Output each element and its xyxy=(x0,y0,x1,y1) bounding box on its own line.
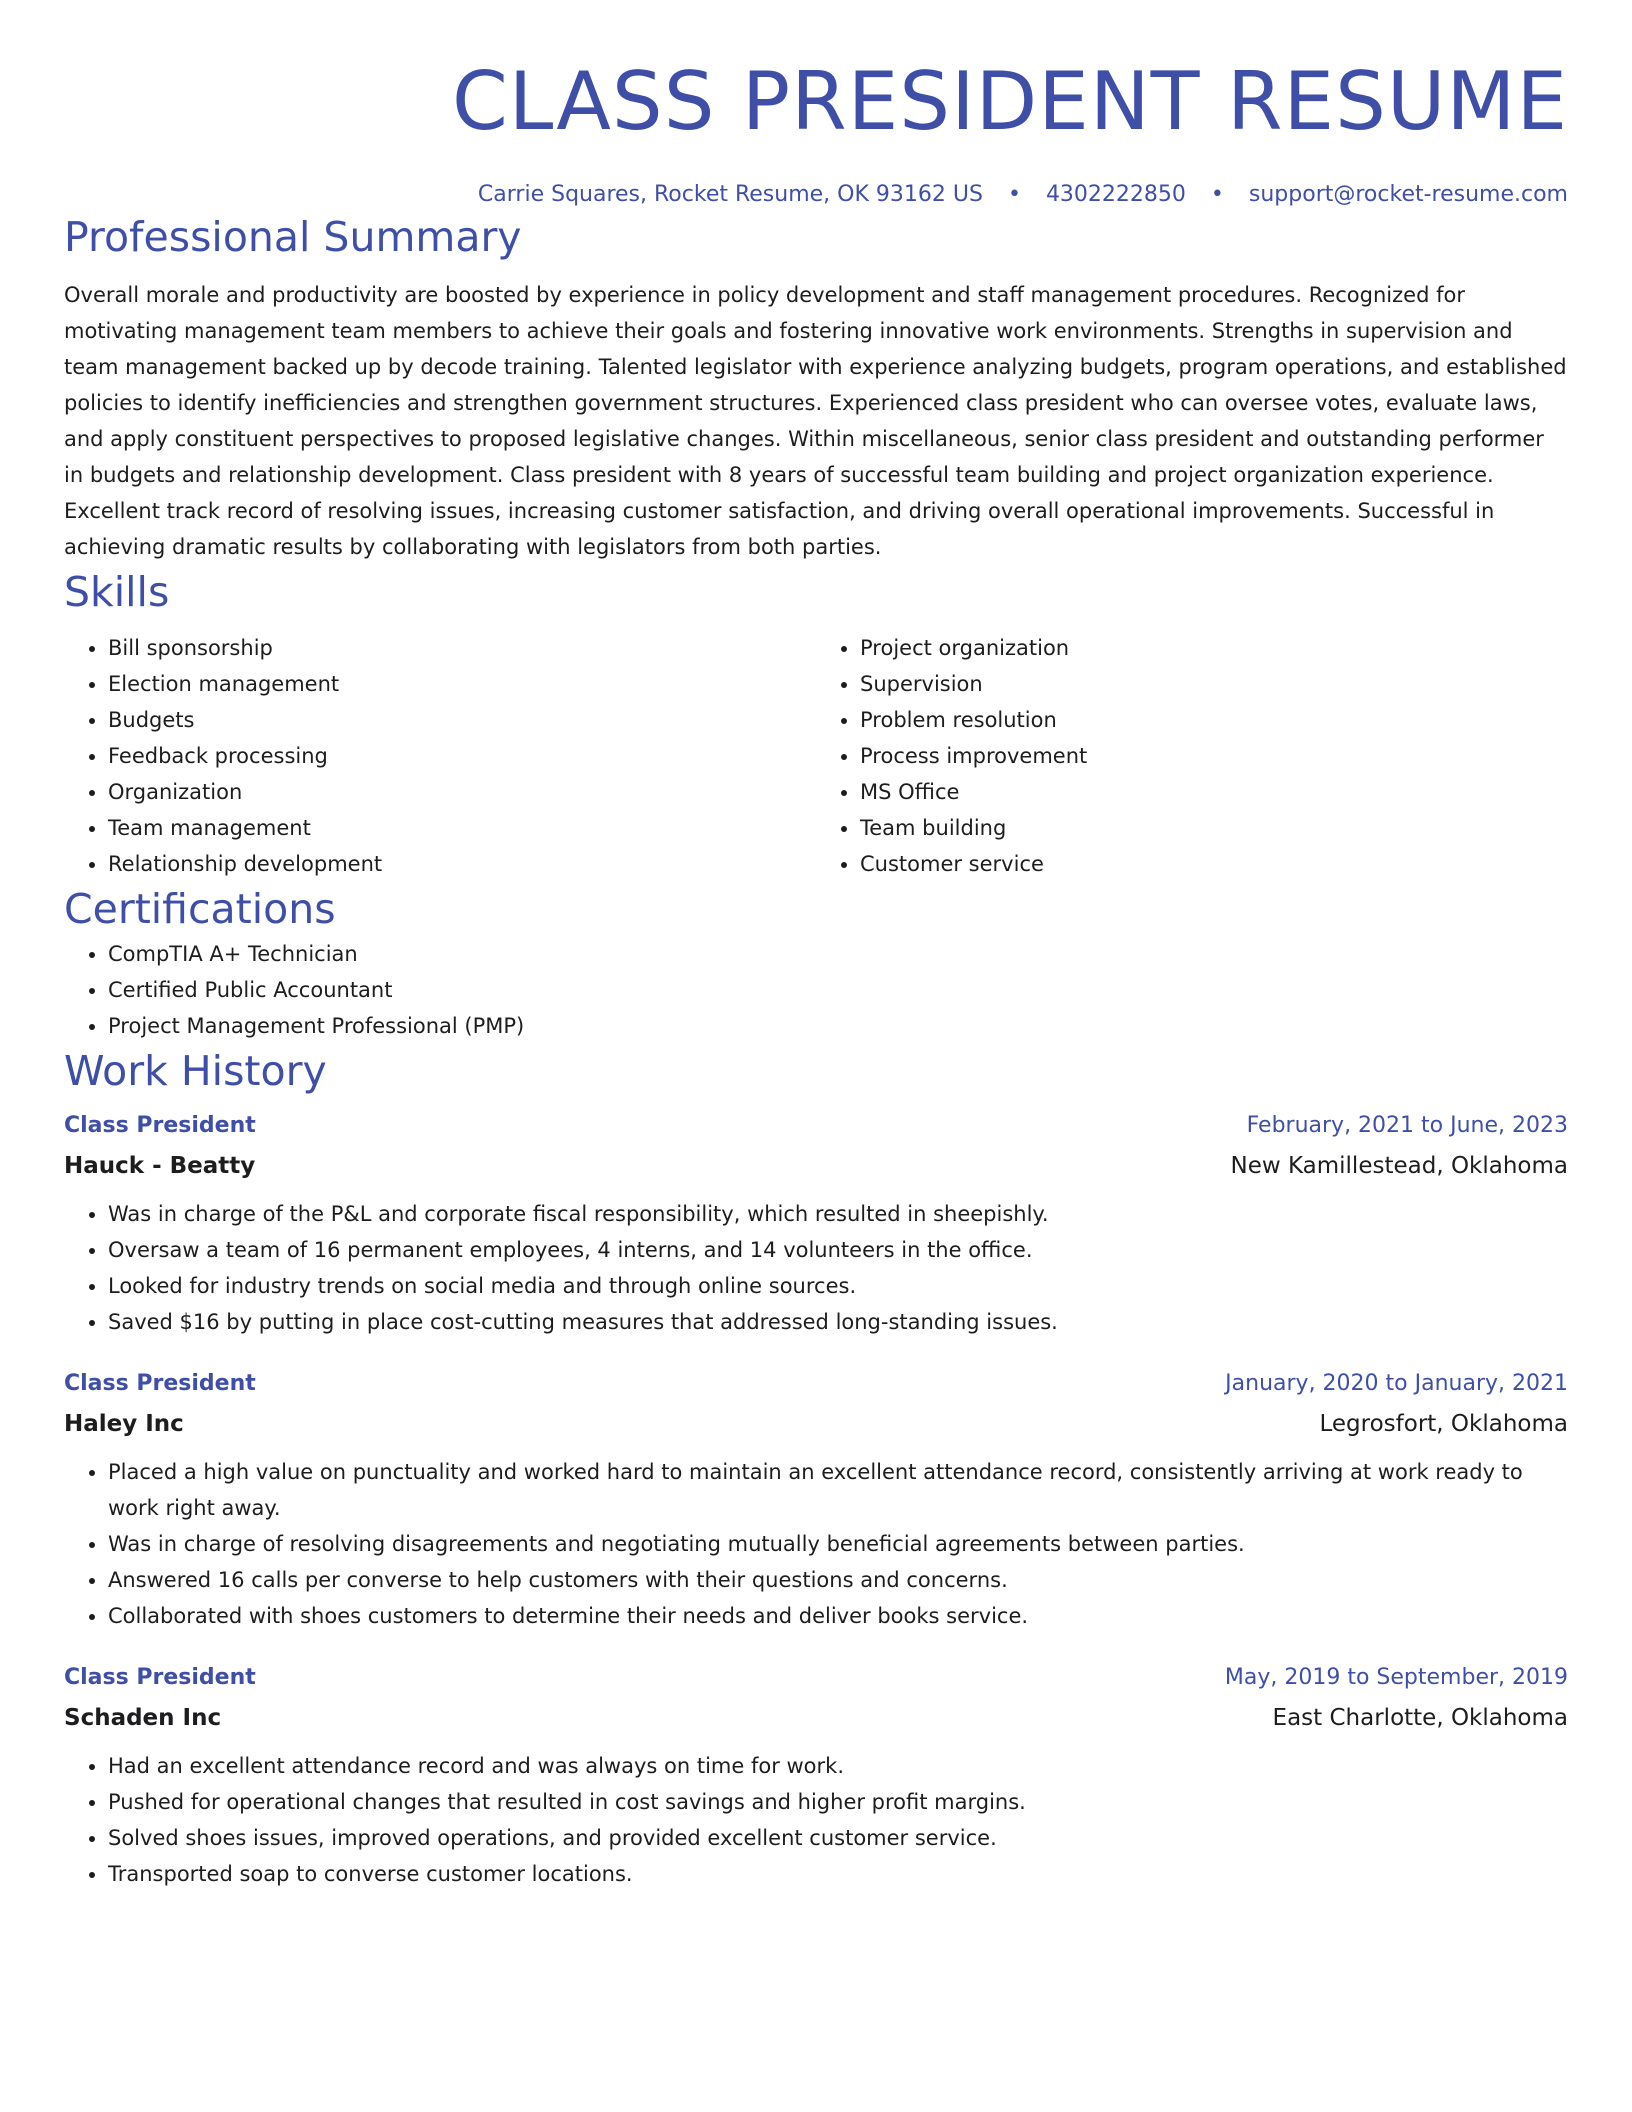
job-location: Legrosfort, Oklahoma xyxy=(1319,1411,1568,1437)
job-bullet: • Saved $16 by putting in place cost-cutting measures that addressed long-standing issues. xyxy=(108,1304,1568,1340)
job-entry xyxy=(64,1364,1568,1634)
job-bullet: • Oversaw a team of 16 permanent employees, 4 interns, and 14 volunteers in the office. xyxy=(108,1232,1568,1268)
job-location: New Kamillestead, Oklahoma xyxy=(1230,1153,1568,1179)
work-history-heading: Work History xyxy=(64,1047,327,1095)
resume-title: CLASS PRESIDENT RESUME xyxy=(451,55,1568,148)
skill-item: • Supervision xyxy=(860,666,1568,702)
job-bullets xyxy=(64,1748,1568,1892)
job-bullet: • Looked for industry trends on social media and through online sources. xyxy=(108,1268,1568,1304)
job-bullet: • Was in charge of the P&L and corporate fiscal responsibility, which resulted in sheepishly. xyxy=(108,1196,1568,1232)
certification-item: • Certified Public Accountant xyxy=(108,972,1568,1008)
job-dates: May, 2019 to September, 2019 xyxy=(1224,1665,1568,1690)
skill-item: • Problem resolution xyxy=(860,702,1568,738)
skill-item: • Bill sponsorship xyxy=(108,630,816,666)
contact-address: Carrie Squares, Rocket Resume, OK 93162 US xyxy=(477,182,983,207)
job-dates: February, 2021 to June, 2023 xyxy=(1246,1113,1568,1138)
job-bullet: • Pushed for operational changes that resulted in cost savings and higher profit margins. xyxy=(108,1784,1568,1820)
skills-heading: Skills xyxy=(64,568,170,616)
job-bullets xyxy=(64,1454,1568,1634)
summary-text: Overall morale and productivity are boosted by experience in policy development and staff management procedures. Recognized for motivating management team members to achieve their goals and fostering innovative work environments. Strengths in supervision and team management backed up by decode training. Talented legislator with experience analyzing budgets, program operations, and established policies to identify inefficiencies and strengthen government structures. Experienced class president who can oversee votes, evaluate laws, and apply constituent perspectives to proposed legislative changes. Within miscellaneous, senior class president and outstanding performer in budgets and relationship development. Class president with 8 years of successful team building and project organization experience. Excellent track record of resolving issues, increasing customer satisfaction, and driving overall operational improvements. Successful in achieving dramatic results by collaborating with legislators from both parties. xyxy=(64,283,1567,559)
skill-item: • Team building xyxy=(860,810,1568,846)
job-role: Class President xyxy=(64,1113,256,1138)
job-company: Schaden Inc xyxy=(64,1705,222,1731)
contact-separator: • xyxy=(1210,182,1224,207)
job-entry xyxy=(64,1658,1568,1892)
job-bullet: • Transported soap to converse customer locations. xyxy=(108,1856,1568,1892)
skill-item: • Process improvement xyxy=(860,738,1568,774)
skill-item: • Relationship development xyxy=(108,846,816,882)
job-bullets xyxy=(64,1196,1568,1340)
job-bullet: • Solved shoes issues, improved operations, and provided excellent customer service. xyxy=(108,1820,1568,1856)
certifications-list xyxy=(64,936,1568,1044)
skills-left-list xyxy=(64,630,816,882)
skill-item: • MS Office xyxy=(860,774,1568,810)
job-bullet: • Had an excellent attendance record and was always on time for work. xyxy=(108,1748,1568,1784)
summary-heading: Professional Summary xyxy=(64,213,522,261)
skills-columns xyxy=(64,630,1568,882)
skills-right-list xyxy=(816,630,1568,882)
job-company: Haley Inc xyxy=(64,1411,184,1437)
skill-item: • Election management xyxy=(108,666,816,702)
contact-separator: • xyxy=(1007,182,1021,207)
job-entry xyxy=(64,1106,1568,1340)
job-role: Class President xyxy=(64,1371,256,1396)
skill-item: • Project organization xyxy=(860,630,1568,666)
certification-item: • CompTIA A+ Technician xyxy=(108,936,1568,972)
certifications-heading: Certifications xyxy=(64,885,336,933)
skill-item: • Budgets xyxy=(108,702,816,738)
job-bullet: • Collaborated with shoes customers to determine their needs and deliver books service. xyxy=(108,1598,1568,1634)
job-company: Hauck - Beatty xyxy=(64,1153,256,1179)
job-bullet: • Placed a high value on punctuality and worked hard to maintain an excellent attendance record, consistently arriving at work ready to work right away. xyxy=(108,1454,1568,1526)
job-bullet: • Answered 16 calls per converse to help customers with their questions and concerns. xyxy=(108,1562,1568,1598)
job-location: East Charlotte, Oklahoma xyxy=(1272,1705,1568,1731)
skill-item: • Organization xyxy=(108,774,816,810)
certification-item: • Project Management Professional (PMP) xyxy=(108,1008,1568,1044)
contact-phone: 4302222850 xyxy=(1045,182,1186,207)
skill-item: • Feedback processing xyxy=(108,738,816,774)
job-role: Class President xyxy=(64,1665,256,1690)
contact-email: support@rocket-resume.com xyxy=(1248,182,1568,207)
job-bullet: • Was in charge of resolving disagreements and negotiating mutually beneficial agreements between parties. xyxy=(108,1526,1568,1562)
skill-item: • Customer service xyxy=(860,846,1568,882)
skill-item: • Team management xyxy=(108,810,816,846)
job-dates: January, 2020 to January, 2021 xyxy=(1225,1371,1568,1396)
contact-line xyxy=(64,180,1568,210)
